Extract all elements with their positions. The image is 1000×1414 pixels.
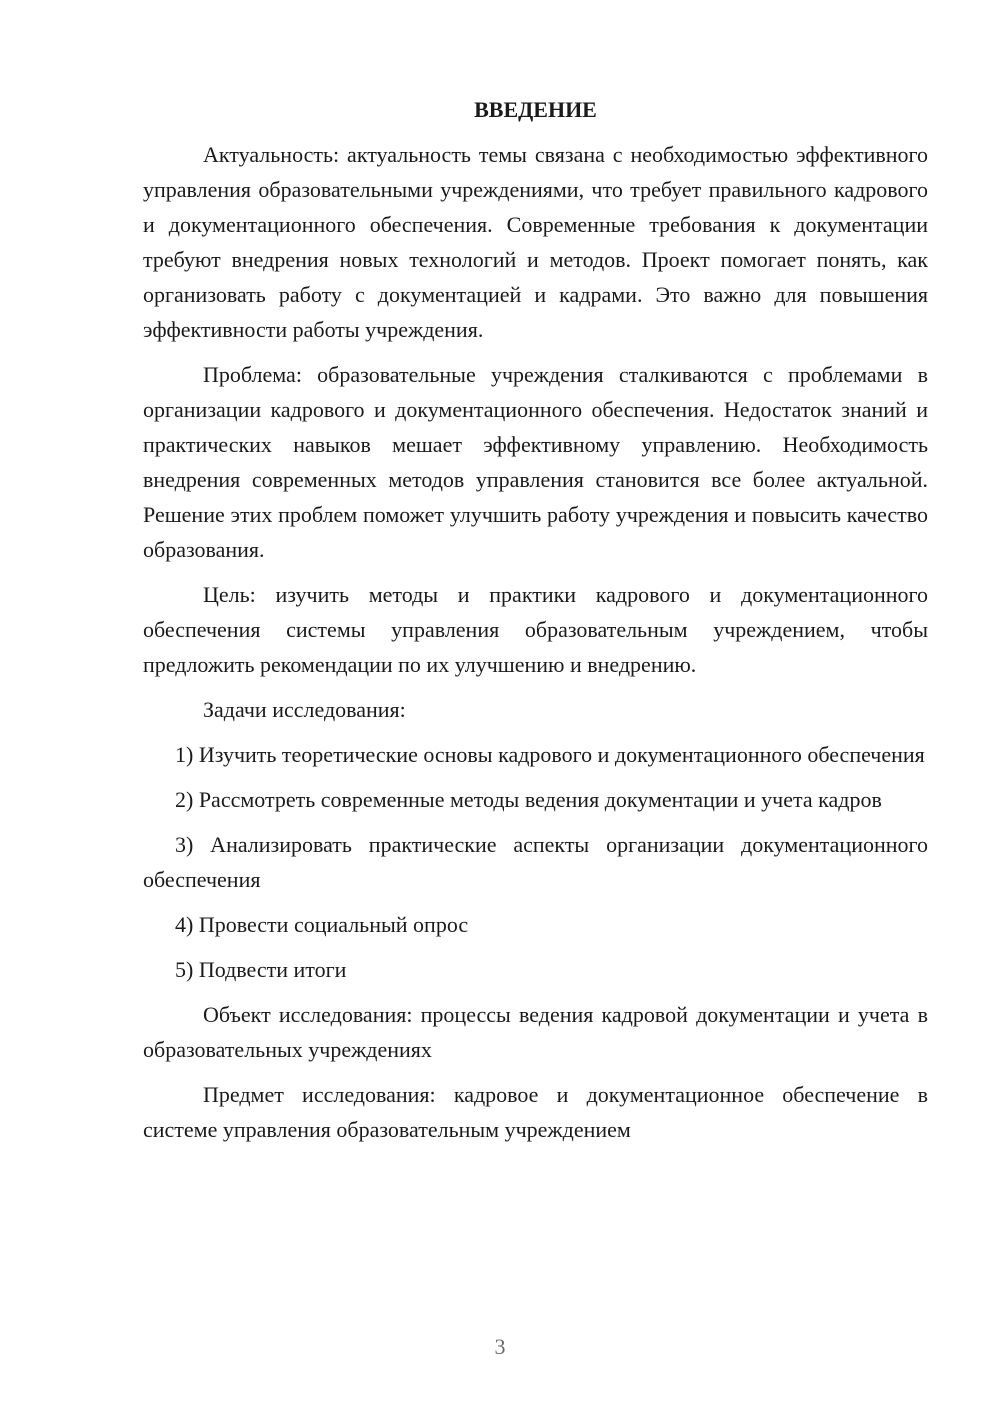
- task-item-4: 4) Провести социальный опрос: [175, 912, 469, 937]
- tasks-heading: Задачи исследования:: [203, 697, 406, 722]
- task-item-5: 5) Подвести итоги: [175, 957, 347, 982]
- task-item-1: 1) Изучить теоретические основы кадрового и документационного обеспечения: [175, 742, 925, 767]
- task-item-3: 3) Анализировать практические аспекты организации документационного обеспечения: [143, 832, 928, 892]
- subject-paragraph: Предмет исследования: кадровое и документационное обеспечение в системе управления образовательным учреждением: [143, 1082, 928, 1142]
- page-number: 3: [494, 1334, 506, 1359]
- relevance-paragraph: Актуальность: актуальность темы связана с необходимостью эффективного управления образовательными учреждениями, что требует правильного кадрового и документационного обеспечения. Современные требования к документации требуют внедрения новых технологий и методов. Проект помогает понять, как организовать работу с документацией и кадрами. Это важно для повышения эффективности работы учреждения.: [143, 142, 928, 342]
- tasks-list: [143, 737, 928, 987]
- object-paragraph: Объект исследования: процессы ведения кадровой документации и учета в образовательных учреждениях: [143, 1002, 928, 1062]
- section-title: ВВЕДЕНИЕ: [474, 97, 597, 122]
- problem-paragraph: Проблема: образовательные учреждения сталкиваются с проблемами в организации кадрового и документационного обеспечения. Недостаток знаний и практических навыков мешает эффективному управлению. Необходимость внедрения современных методов управления становится все более актуальной. Решение этих проблем поможет улучшить работу учреждения и повысить качество образования.: [143, 362, 928, 562]
- goal-paragraph: Цель: изучить методы и практики кадрового и документационного обеспечения системы управления образовательным учреждением, чтобы предложить рекомендации по их улучшению и внедрению.: [143, 582, 928, 677]
- document-page: [143, 92, 928, 1157]
- task-item-2: 2) Рассмотреть современные методы ведения документации и учета кадров: [175, 787, 882, 812]
